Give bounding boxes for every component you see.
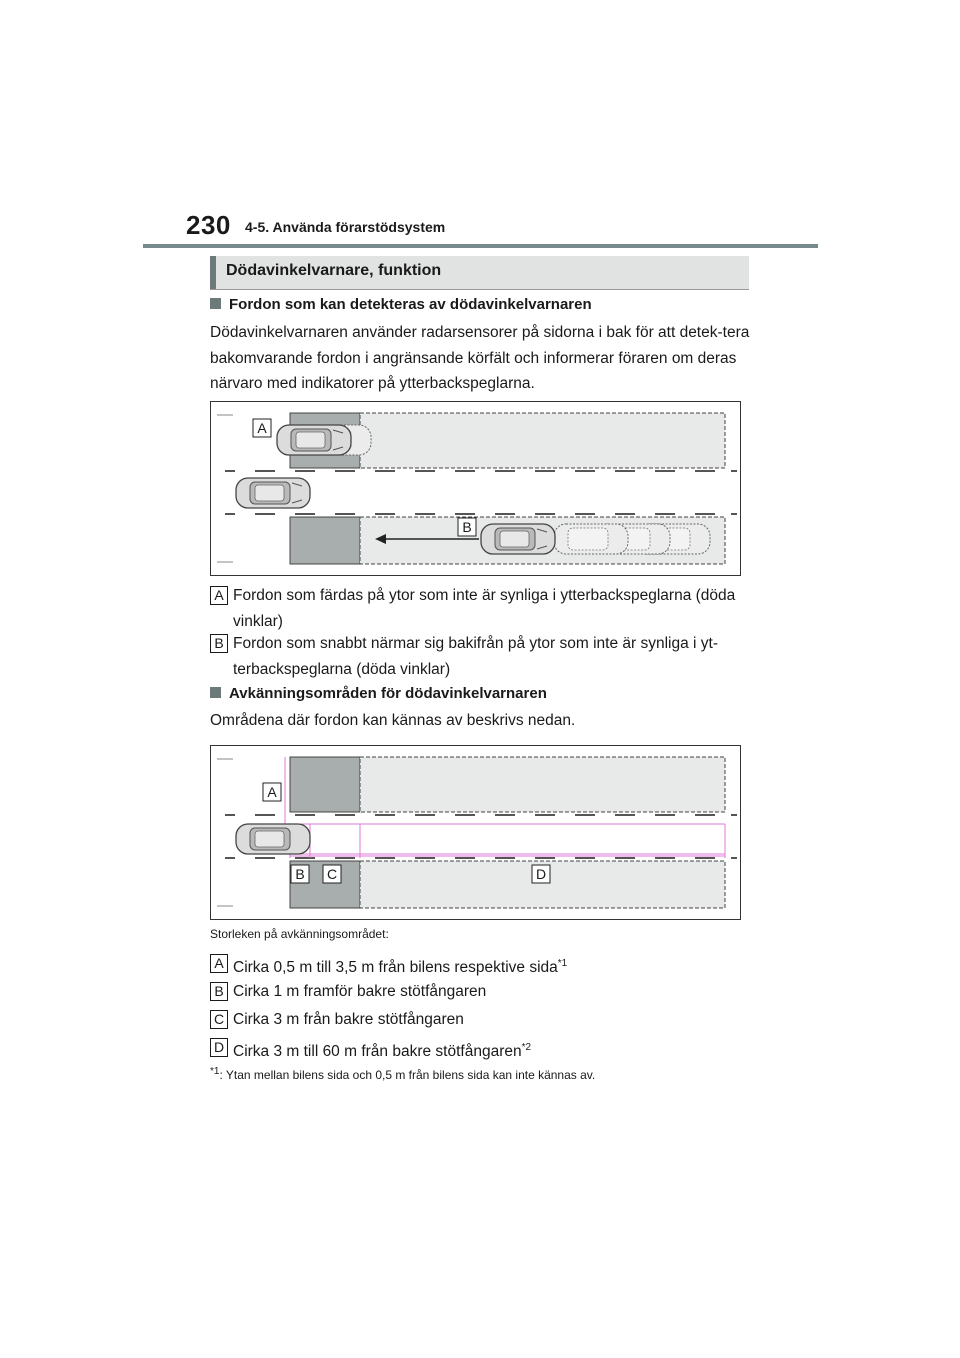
header-rule bbox=[143, 244, 818, 248]
areas-paragraph: Områdena där fordon kan kännas av beskrivs nedan. bbox=[210, 712, 576, 729]
car-icon-approaching bbox=[481, 524, 555, 554]
page-number: 230 bbox=[186, 210, 231, 240]
detection-zone-light-top bbox=[360, 757, 725, 812]
footnote-text: : Ytan mellan bilens sida och 0,5 m från bilens sida kan inte kännas av. bbox=[219, 1068, 596, 1082]
square-bullet-icon bbox=[210, 687, 221, 698]
item-text: Cirka 0,5 m till 3,5 m från bilens respektive sida bbox=[233, 959, 558, 977]
item-key-b: B bbox=[210, 982, 228, 1001]
chapter-title: 4-5. Använda förarstödsystem bbox=[245, 219, 446, 235]
footnote-ref: *2 bbox=[521, 1042, 532, 1053]
figure2-label-c: C bbox=[326, 866, 338, 882]
figure2-label-b: B bbox=[295, 866, 305, 882]
footnote bbox=[210, 1066, 595, 1082]
car-icon-own-vehicle bbox=[236, 824, 310, 854]
item-key-c: C bbox=[210, 1010, 228, 1029]
detection-area-diagram bbox=[211, 746, 740, 919]
section-heading-bar bbox=[210, 256, 749, 290]
item-text: Cirka 3 m till 60 m från bakre stötfångaren bbox=[233, 1043, 522, 1061]
figure-caption: Storleken på avkänningsområdet: bbox=[210, 927, 389, 941]
item-text-row bbox=[233, 1035, 748, 1065]
item-key-b: B bbox=[210, 634, 228, 653]
figure-blind-spot-vehicles bbox=[210, 401, 741, 576]
blind-zone-dark-bottom bbox=[290, 517, 360, 564]
subheading-detection-areas bbox=[210, 685, 547, 702]
car-icon-ghost bbox=[554, 524, 628, 554]
list-item bbox=[210, 1007, 750, 1033]
item-key-a: A bbox=[210, 954, 228, 973]
figure-detection-areas bbox=[210, 745, 741, 920]
list-item bbox=[210, 979, 750, 1005]
section-accent bbox=[210, 256, 216, 289]
intro-paragraph: Dödavinkelvarnaren använder radarsensorer på sidorna i bak för att detek-tera bakomvarande fordon i angränsande körfält och informerar föraren om deras närvaro med indikatorer på ytterbackspeglarna. bbox=[210, 324, 750, 392]
footnote-ref: *1 bbox=[557, 958, 568, 969]
item-text: Cirka 1 m framför bakre stötfångaren bbox=[233, 983, 487, 1000]
detection-zone-dark-top bbox=[290, 757, 360, 812]
car-icon-blind-spot bbox=[277, 425, 351, 455]
section-title: Dödavinkelvarnare, funktion bbox=[226, 262, 442, 279]
figure1-label-a: A bbox=[257, 420, 267, 436]
subheading-text: Avkänningsområden för dödavinkelvarnaren bbox=[229, 685, 547, 702]
item-text: Cirka 3 m från bakre stötfångaren bbox=[233, 1011, 464, 1028]
item-text: Fordon som snabbt närmar sig bakifrån på ytor som inte är synliga i yt-terbackspeglarna (döda vinklar) bbox=[233, 635, 719, 678]
list-item bbox=[210, 583, 750, 635]
footnote-mark: *1 bbox=[210, 1066, 220, 1077]
subheading-detected-vehicles bbox=[210, 296, 592, 313]
figure1-label-b: B bbox=[462, 519, 472, 535]
item-key-d: D bbox=[210, 1038, 228, 1057]
item-text: Fordon som färdas på ytor som inte är synliga i ytterbackspeglarna (döda vinklar) bbox=[233, 587, 736, 630]
car-icon-own-vehicle bbox=[236, 478, 310, 508]
blind-spot-diagram bbox=[211, 402, 740, 575]
item-key-a: A bbox=[210, 586, 228, 605]
item-text-row bbox=[233, 951, 748, 981]
square-bullet-icon bbox=[210, 298, 221, 309]
subheading-text: Fordon som kan detekteras av dödavinkelvarnaren bbox=[229, 296, 592, 313]
figure2-label-d: D bbox=[535, 866, 547, 882]
figure2-label-a: A bbox=[267, 784, 277, 800]
list-item bbox=[210, 951, 750, 977]
list-item bbox=[210, 1035, 750, 1061]
blind-zone-light-top bbox=[360, 413, 725, 468]
list-item bbox=[210, 631, 750, 683]
